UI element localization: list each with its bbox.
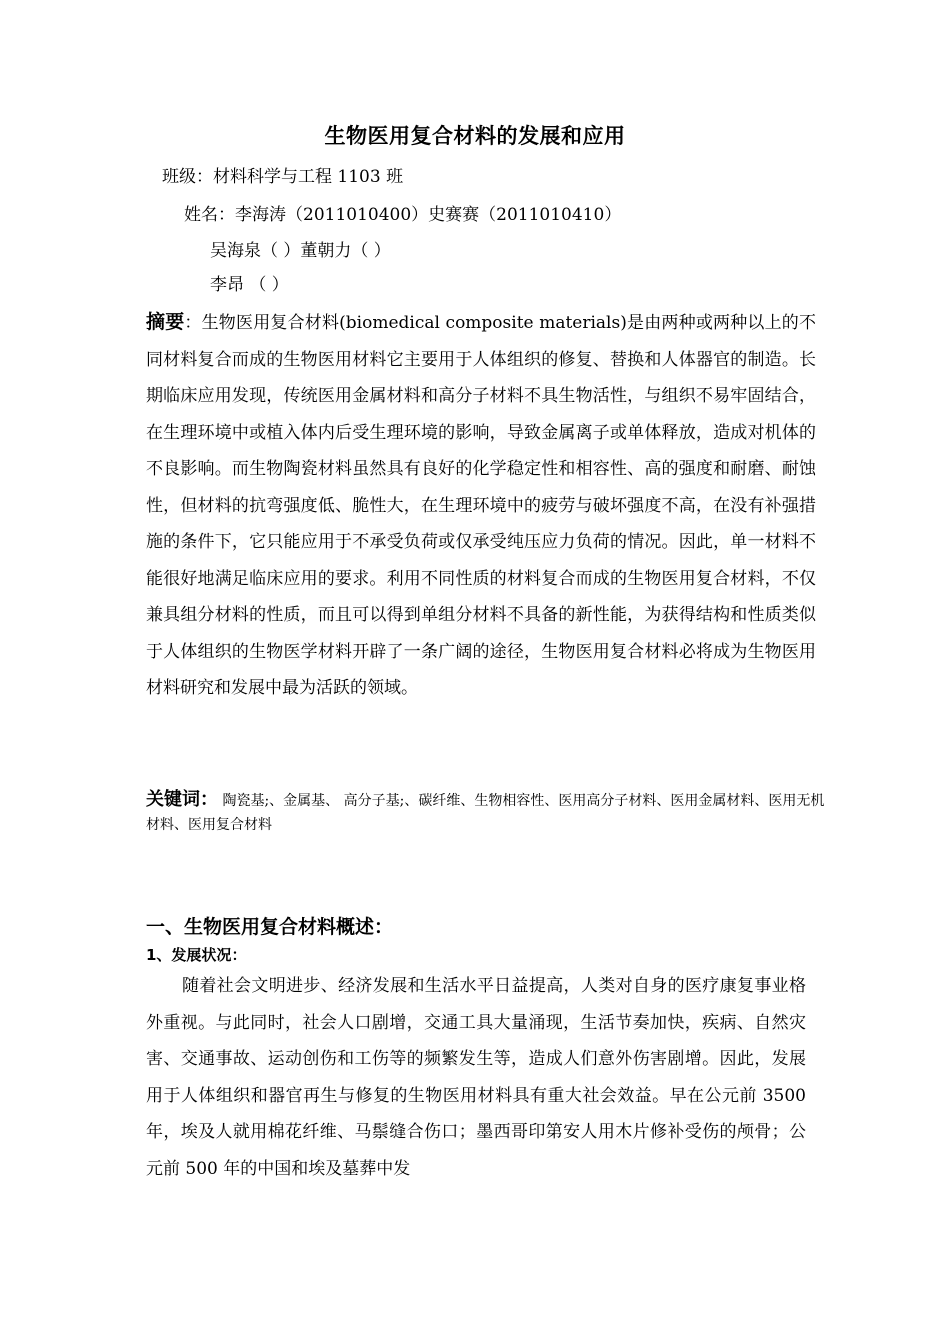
- abstract-text: ：生物医用复合材料(biomedical composite materials)是由两种或两种以上的不同材料复合而成的生物医用材料它主要用于人体组织的修复、替换和人体器官的制造。长期临床应用发现，传统医用金属材料和高分子材料不具生物活性，与组织不易牢固结合，在生理环境中或植入体内后受生理环境的影响，导致金属离子或单体释放，造成对机体的不良影响。而生物陶瓷材料虽然具有良好的化学稳定性和相容性、高的强度和耐磨、耐蚀性，但材料的抗弯强度低、脆性大，在生理环境中的疲劳与破坏强度不高，在没有补强措施的条件下，它只能应用于不承受负荷或仅承受纯压应力负荷的情况。因此，单一材料不能很好地满足临床应用的要求。利用不同性质的材料复合而成的生物医用复合材料，不仅兼具组分材料的性质，而且可以得到单组分材料不具备的新性能，为获得结构和性质类似于人体组织的生物医学材料开辟了一条广阔的途径，生物医用复合材料必将成为生物医用材料研究和发展中最为活跃的领域。: [146, 313, 816, 698]
- class-line: 班级：材料科学与工程 1103 班: [162, 167, 404, 187]
- author-line-3: 李昂 （ ）: [210, 275, 289, 295]
- abstract-heading: 摘要: [146, 311, 185, 333]
- keywords-paragraph: [146, 788, 826, 837]
- keywords-heading: 关键词：: [146, 789, 218, 810]
- author-line-1: 姓名：李海涛（2011010400）史赛赛（2011010410）: [184, 205, 622, 225]
- subsection-1-1-title: 1、发展状况：: [146, 946, 247, 964]
- keywords-text: 陶瓷基;、金属基、 高分子基;、碳纤维、生物相容性、医用高分子材料、医用金属材料、医用无机材料、医用复合材料: [146, 793, 825, 833]
- section-1-paragraph: 随着社会文明进步、经济发展和生活水平日益提高，人类对自身的医疗康复事业格外重视。与此同时，社会人口剧增，交通工具大量涌现，生活节奏加快，疾病、自然灾害、交通事故、运动创伤和工伤等的频繁发生等，造成人们意外伤害剧增。因此，发展用于人体组织和器官再生与修复的生物医用材料具有重大社会效益。早在公元前 3500 年，埃及人就用棉花纤维、马鬃缝合伤口；墨西哥印第安人用木片修补受伤的颅骨；公元前 500 年的中国和埃及墓葬中发: [146, 976, 806, 1179]
- document-title: 生物医用复合材料的发展和应用: [324, 124, 626, 148]
- section-1-title: 一、生物医用复合材料概述：: [146, 916, 394, 938]
- abstract-paragraph: [146, 304, 816, 707]
- author-line-2: 吴海泉（ ）董朝力（ ）: [210, 241, 391, 261]
